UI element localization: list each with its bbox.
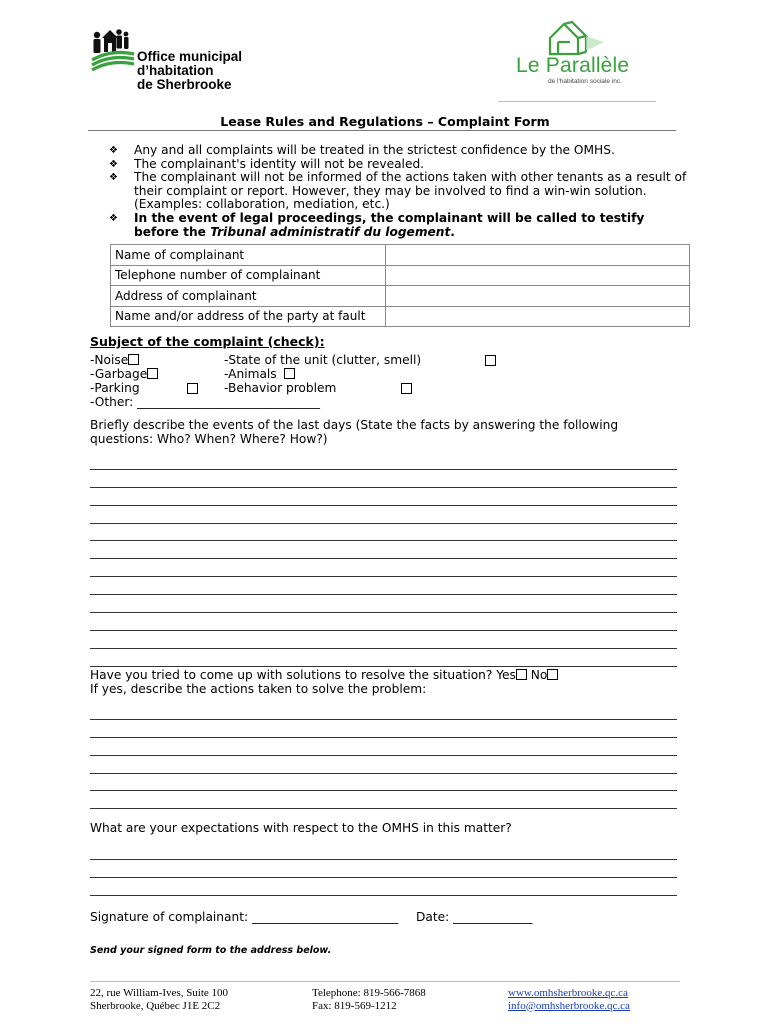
- answer-line[interactable]: [90, 452, 677, 470]
- parallele-subtitle: de l'habitation sociale inc.: [548, 78, 622, 85]
- answer-line[interactable]: [90, 649, 677, 667]
- events-prompt: Briefly describe the events of the last days (State the facts by answering the following questions: Who? When? Where? How?): [90, 418, 619, 446]
- email-link[interactable]: info@omhsherbrooke.qc.ca: [508, 999, 630, 1012]
- answer-line[interactable]: [90, 860, 677, 878]
- option-animals: [224, 368, 295, 382]
- fax-number: Fax: 819-569-1212: [312, 999, 397, 1012]
- subject-title: Subject of the complaint (check):: [90, 334, 325, 349]
- option-parking: [90, 382, 140, 396]
- no-checkbox[interactable]: [547, 669, 558, 680]
- footer-links: [508, 987, 630, 1012]
- omhs-logo-line: d’habitation: [137, 63, 214, 78]
- events-answer-lines[interactable]: [90, 452, 677, 667]
- date-field[interactable]: Date: _____________: [415, 910, 533, 924]
- answer-line[interactable]: [90, 720, 677, 738]
- footer-contact: [312, 987, 426, 1012]
- answer-line[interactable]: [90, 613, 677, 631]
- bullet-item: [107, 212, 687, 239]
- option-label: -Garbage: [90, 367, 148, 381]
- tribunal-name: Tribunal administratif du logement: [210, 224, 451, 239]
- omhs-logo-line: de Sherbrooke: [137, 77, 232, 92]
- answer-line[interactable]: [90, 577, 677, 595]
- bullet-item: [107, 158, 687, 172]
- omhs-logo-text: [137, 50, 242, 92]
- field-label: Name of complainant: [111, 245, 386, 266]
- bullet-text: In the event of legal proceedings, the complainant will be called to testify before the: [134, 210, 645, 239]
- answer-line[interactable]: [90, 524, 677, 542]
- solutions-question-text: Have you tried to come up with solutions to resolve the situation? Yes: [90, 668, 516, 682]
- footer-divider: [90, 981, 680, 982]
- table-row: [111, 306, 690, 327]
- option-label: -Noise: [90, 353, 129, 367]
- bullet-text: Any and all complaints will be treated in the strictest confidence by the OMHS.: [134, 143, 615, 157]
- website-link[interactable]: www.omhsherbrooke.qc.ca: [508, 987, 628, 999]
- answer-line[interactable]: [90, 791, 677, 809]
- option-state-of-unit: -State of the unit (clutter, smell): [224, 353, 422, 367]
- field-label: Address of complainant: [111, 286, 386, 307]
- bullet-item: [107, 144, 687, 158]
- option-label: -Parking: [90, 381, 140, 395]
- header-divider: [498, 101, 656, 102]
- complainant-name-field[interactable]: [386, 245, 690, 266]
- address-line: Sherbrooke, Québec J1E 2C2: [90, 999, 221, 1012]
- complainant-info-table: [110, 244, 690, 327]
- diamond-bullet-icon: ❖: [109, 172, 118, 184]
- send-note: Send your signed form to the address below.: [90, 945, 332, 956]
- option-label: -Animals: [224, 367, 277, 381]
- animals-checkbox[interactable]: [284, 368, 295, 379]
- table-row: [111, 286, 690, 307]
- option-garbage: [90, 368, 158, 382]
- signature-field[interactable]: Signature of complainant: ________________________: [90, 910, 399, 924]
- solutions-answer-lines[interactable]: [90, 702, 677, 809]
- solutions-block: [90, 669, 680, 696]
- signature-row: [90, 910, 532, 924]
- answer-line[interactable]: [90, 559, 677, 577]
- confidentiality-notes: [107, 144, 687, 239]
- answer-line[interactable]: [90, 541, 677, 559]
- answer-line[interactable]: [90, 488, 677, 506]
- form-title: Lease Rules and Regulations – Complaint Form: [220, 114, 550, 129]
- state-of-unit-checkbox[interactable]: [485, 355, 496, 366]
- expectations-answer-lines[interactable]: [90, 842, 677, 896]
- expectations-prompt: What are your expectations with respect to the OMHS in this matter?: [90, 821, 512, 835]
- option-noise: [90, 354, 139, 368]
- bullet-text: The complainant will not be informed of the actions taken with other tenants as a result of their complaint or report. However, they may be involved to find a win-win solution. (Examples: collaboration, mediation, etc.): [134, 170, 687, 212]
- answer-line[interactable]: [90, 756, 677, 774]
- answer-line[interactable]: [90, 631, 677, 649]
- bullet-text-end: .: [450, 224, 455, 239]
- answer-line[interactable]: [90, 595, 677, 613]
- complainant-address-field[interactable]: [386, 286, 690, 307]
- field-label: Name and/or address of the party at fault: [111, 306, 386, 327]
- field-label: Telephone number of complainant: [111, 265, 386, 286]
- no-label: No: [530, 668, 548, 682]
- answer-line[interactable]: [90, 842, 677, 860]
- answer-line[interactable]: [90, 702, 677, 720]
- yes-checkbox[interactable]: [516, 669, 527, 680]
- phone-number: Telephone: 819-566-7868: [312, 987, 426, 999]
- behavior-checkbox[interactable]: [401, 383, 412, 394]
- answer-line[interactable]: [90, 738, 677, 756]
- garbage-checkbox[interactable]: [147, 368, 158, 379]
- answer-line[interactable]: [90, 470, 677, 488]
- solutions-question: [90, 669, 680, 683]
- parallele-name: Le Parallèle: [516, 54, 630, 77]
- title-divider: [88, 130, 676, 131]
- complainant-phone-field[interactable]: [386, 265, 690, 286]
- diamond-bullet-icon: ❖: [109, 158, 118, 170]
- answer-line[interactable]: [90, 506, 677, 524]
- table-row: [111, 265, 690, 286]
- party-at-fault-field[interactable]: [386, 306, 690, 327]
- diamond-bullet-icon: ❖: [109, 212, 118, 224]
- bullet-text: The complainant's identity will not be revealed.: [134, 156, 425, 171]
- address-line: 22, rue William-Ives, Suite 100: [90, 987, 229, 999]
- footer-address: [90, 987, 228, 1012]
- omhs-logo-line: Office municipal: [137, 49, 243, 64]
- option-behavior: -Behavior problem: [224, 381, 337, 395]
- bullet-item: [107, 171, 687, 212]
- solutions-followup: If yes, describe the actions taken to solve the problem:: [90, 681, 427, 696]
- noise-checkbox[interactable]: [128, 354, 139, 365]
- answer-line[interactable]: [90, 878, 677, 896]
- answer-line[interactable]: [90, 774, 677, 792]
- option-other: -Other: ______________________________: [90, 395, 320, 409]
- parking-checkbox[interactable]: [187, 383, 198, 394]
- table-row: [111, 245, 690, 266]
- diamond-bullet-icon: ❖: [109, 145, 118, 156]
